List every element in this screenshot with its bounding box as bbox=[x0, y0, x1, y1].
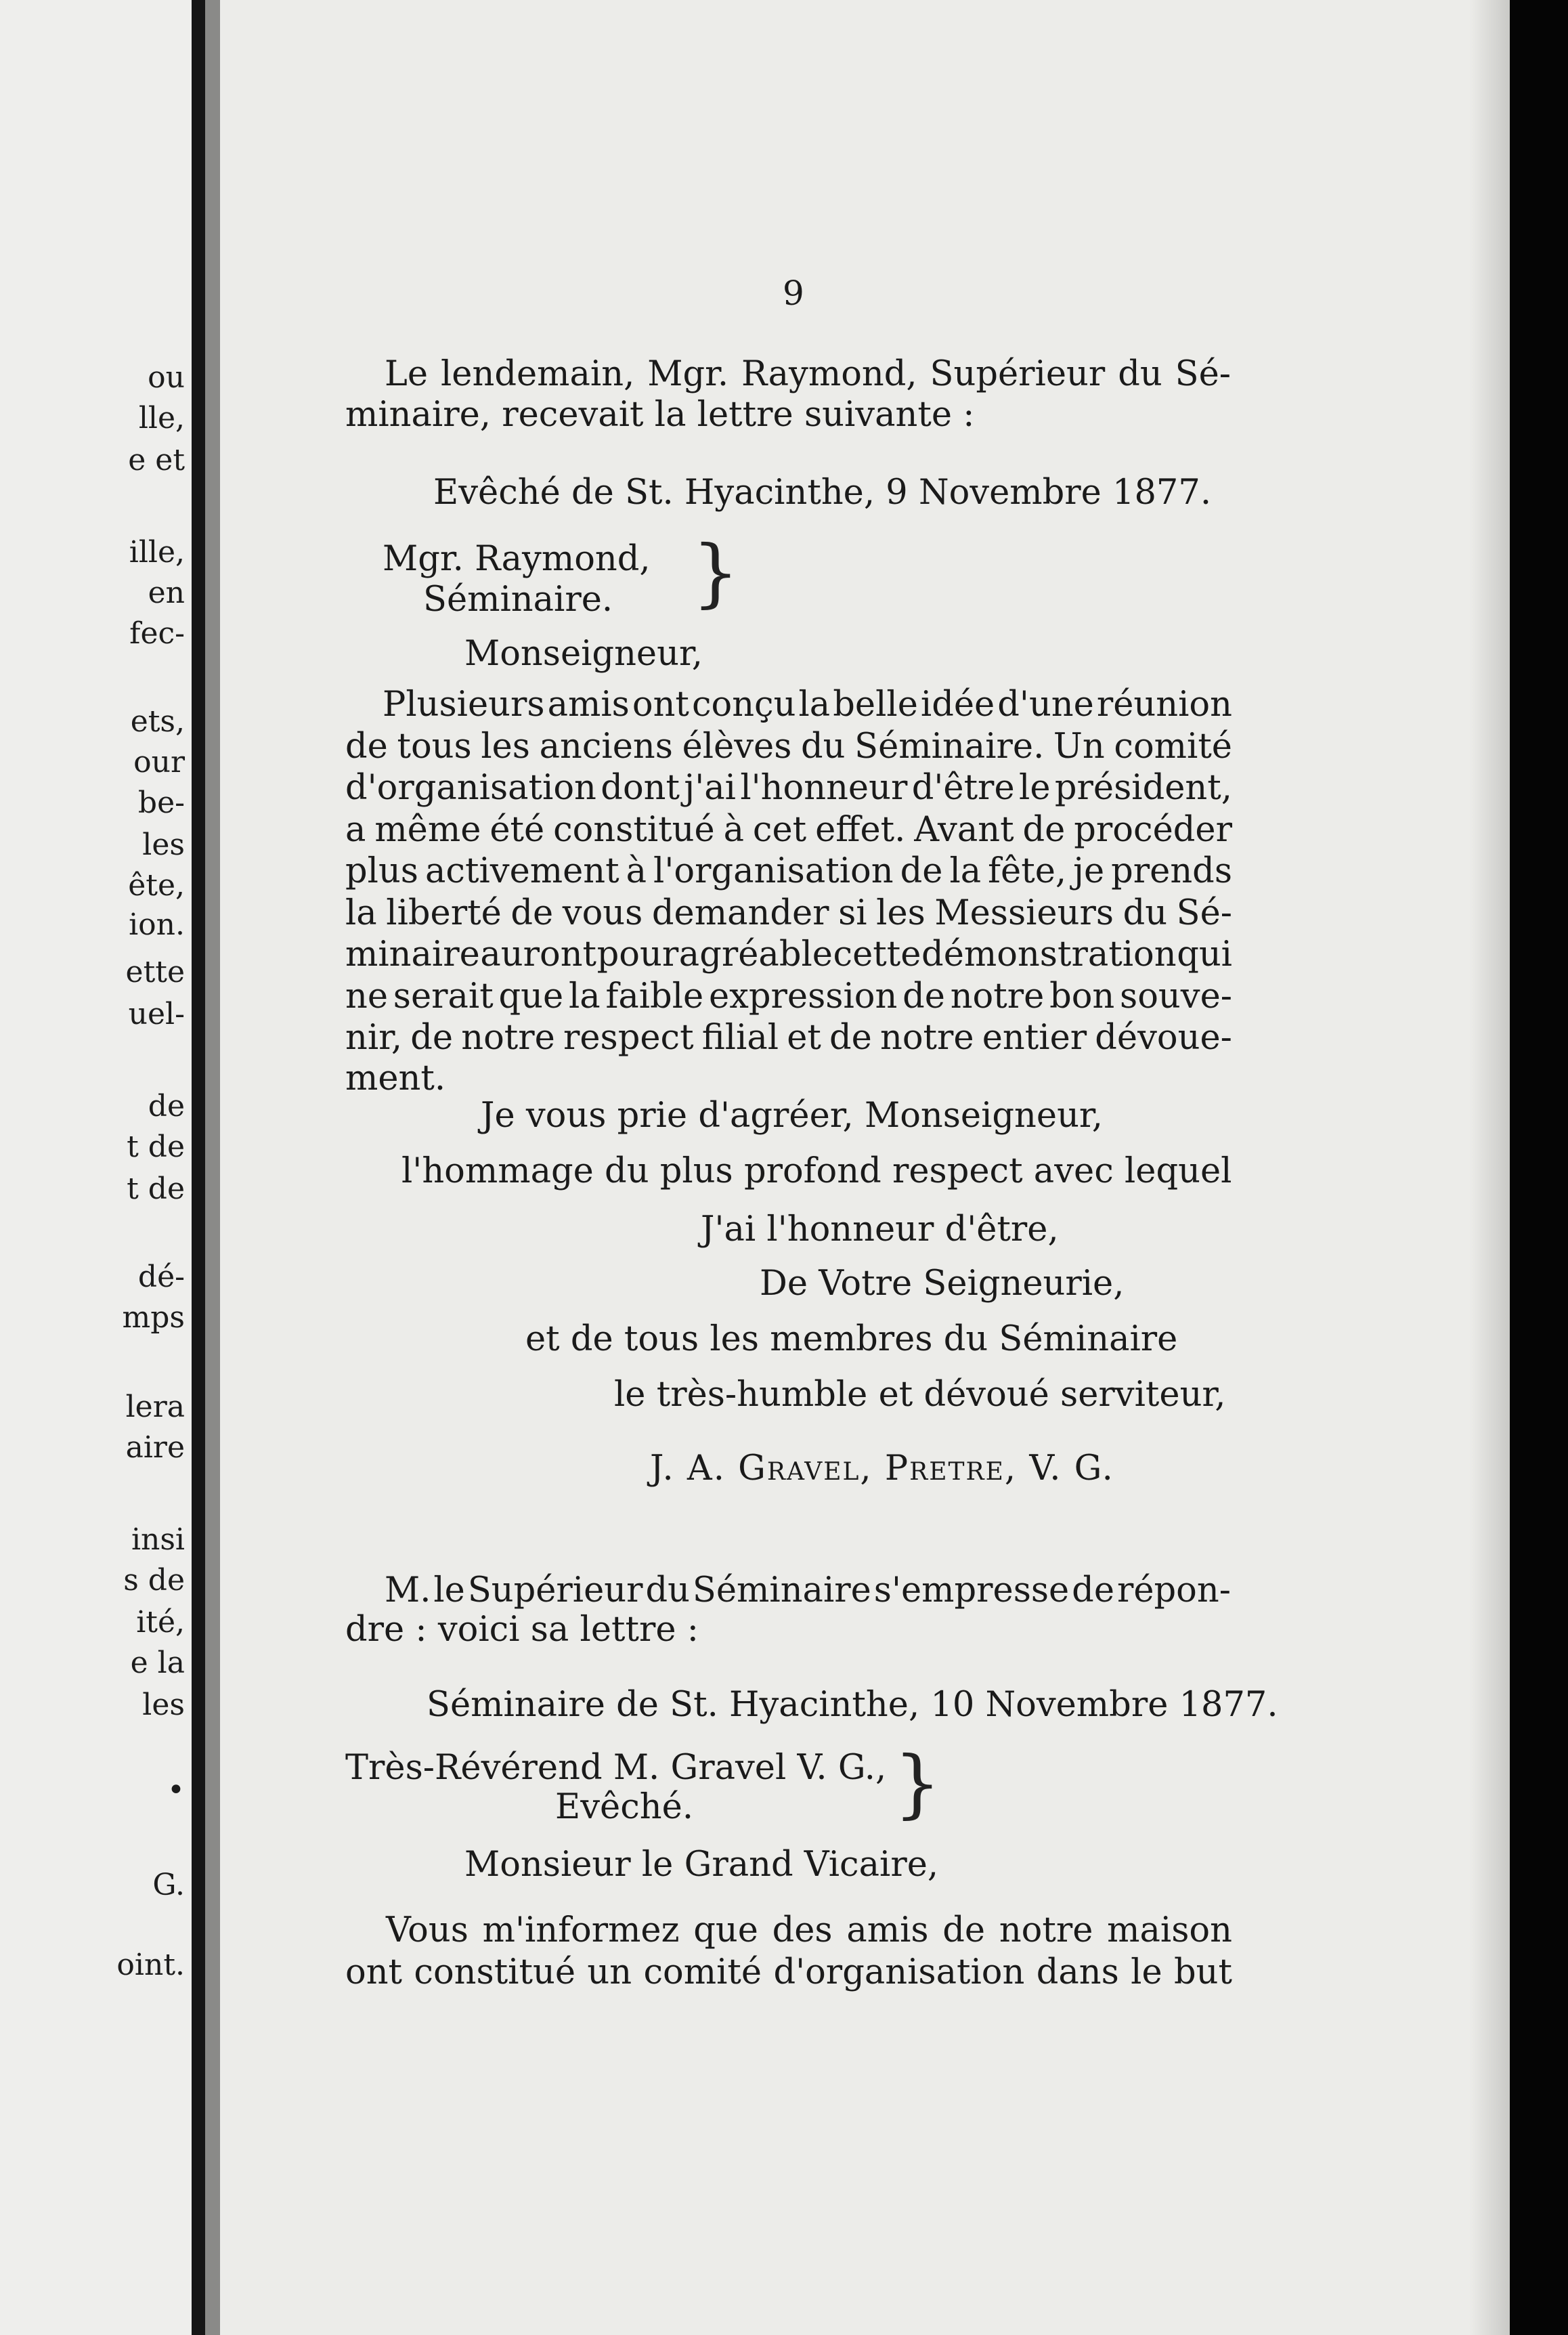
letter1-body-word: conçu bbox=[691, 685, 796, 725]
letter1-closing-1: Je vous prie d'agréer, Monseigneur, bbox=[481, 1096, 1103, 1136]
letter2-body-word: Vous bbox=[386, 1910, 469, 1950]
letter2-body-word: amis bbox=[846, 1910, 929, 1950]
previous-page-text-fragment: e la bbox=[130, 1646, 185, 1680]
letter1-body-word: procéder bbox=[1074, 809, 1232, 850]
letter2-body-word: constitué bbox=[414, 1952, 576, 1992]
letter1-body-word: que bbox=[498, 976, 564, 1016]
book-gutter-shadow bbox=[192, 0, 205, 2335]
reply-word: M. bbox=[385, 1570, 431, 1610]
letter1-body-line bbox=[345, 893, 1232, 935]
letter2-address-brace: } bbox=[894, 1740, 941, 1826]
letter1-address-line-1: Mgr. Raymond, bbox=[383, 539, 651, 579]
previous-page-text-fragment: ille, bbox=[129, 535, 185, 570]
letter1-body-word: filial bbox=[701, 1018, 779, 1058]
intro-word: Sé- bbox=[1175, 354, 1231, 394]
letter1-body-line bbox=[345, 767, 1232, 809]
letter1-body-word: faible bbox=[605, 976, 704, 1016]
letter1-body-word: de bbox=[345, 726, 388, 767]
letter1-body-word: notre bbox=[880, 1018, 974, 1058]
reply-word: du bbox=[645, 1570, 690, 1610]
letter1-body-word: a bbox=[345, 809, 366, 850]
letter1-body-word: vous bbox=[562, 893, 643, 933]
letter2-body-word: ont bbox=[345, 1952, 403, 1992]
page-right-edge bbox=[1510, 0, 1568, 2335]
letter1-body-word: les bbox=[876, 893, 925, 933]
letter1-body-word: qui bbox=[1177, 935, 1232, 974]
letter1-body-word: d'organisation bbox=[345, 768, 596, 808]
previous-page-text-fragment: t de bbox=[127, 1130, 185, 1164]
letter1-body-word: du bbox=[1123, 893, 1168, 933]
letter1-body-word: élèves bbox=[682, 726, 792, 767]
letter2-body-word: notre bbox=[999, 1910, 1093, 1950]
letter1-body-word: réunion bbox=[1096, 685, 1232, 725]
letter1-body-word: dévoue- bbox=[1095, 1018, 1232, 1058]
letter1-body-word: démonstration bbox=[921, 935, 1177, 974]
letter1-body-word: l'honneur bbox=[740, 768, 908, 808]
letter1-body-word: si bbox=[838, 893, 867, 933]
letter1-body-word: serait bbox=[393, 976, 494, 1016]
letter2-body-word: un bbox=[587, 1952, 632, 1992]
letter2-body-word: des bbox=[772, 1910, 833, 1950]
letter1-body-word: effet. bbox=[815, 809, 906, 850]
intro-word: Le bbox=[385, 354, 429, 394]
letter1-body-word: idée bbox=[920, 685, 995, 725]
letter1-body-word: respect bbox=[563, 1018, 694, 1058]
letter1-body-word: les bbox=[481, 726, 530, 767]
intro-word: Mgr. bbox=[647, 354, 729, 394]
previous-page-text-fragment: ets, bbox=[130, 704, 185, 739]
letter1-body-word: prends bbox=[1111, 851, 1232, 891]
letter1-body-word: liberté bbox=[386, 893, 502, 933]
letter1-signature: J. A. Gravel, Pretre, V. G. bbox=[650, 1449, 1114, 1488]
letter1-body-word: entier bbox=[982, 1018, 1087, 1058]
letter1-closing-6: le très-humble et dévoué serviteur, bbox=[614, 1375, 1226, 1415]
previous-page-text-fragment: our bbox=[133, 745, 185, 779]
letter1-dateline: Evêché de St. Hyacinthe, 9 Novembre 1877. bbox=[433, 473, 1212, 513]
letter2-address-line-2: Evêché. bbox=[555, 1787, 694, 1827]
letter1-body-word: à bbox=[626, 851, 647, 891]
previous-page-text-fragment: en bbox=[148, 576, 185, 610]
letter2-body-word: dans bbox=[1036, 1952, 1119, 1992]
letter1-body-word: plus bbox=[345, 851, 418, 891]
letter1-body-word: président, bbox=[1054, 768, 1232, 808]
letter1-body-word: la bbox=[798, 685, 831, 725]
reply-word: de bbox=[1072, 1570, 1115, 1610]
letter1-body-word: de bbox=[829, 1018, 872, 1058]
previous-page-text-fragment: ête, bbox=[128, 868, 185, 903]
letter1-body-word: été bbox=[489, 809, 545, 850]
letter1-body-word: la bbox=[568, 976, 601, 1016]
letter1-closing-3: J'ai l'honneur d'être, bbox=[701, 1209, 1059, 1249]
intro-word: Raymond, bbox=[741, 354, 917, 394]
intro-word: Supérieur bbox=[930, 354, 1106, 394]
letter1-body-word: l'organisation bbox=[653, 851, 894, 891]
letter1-body-word: Messieurs bbox=[934, 893, 1114, 933]
letter1-body-line bbox=[345, 976, 1232, 1018]
letter2-body-line bbox=[386, 1910, 1232, 1952]
letter1-address-line-2: Séminaire. bbox=[423, 580, 613, 620]
letter1-body-word: minaire bbox=[345, 935, 480, 974]
letter1-body-word: la bbox=[345, 893, 377, 933]
letter1-body-word: ne bbox=[345, 976, 389, 1016]
letter1-body-word: de bbox=[410, 1018, 454, 1058]
previous-page-text-fragment: les bbox=[142, 1688, 185, 1722]
letter1-body-last-line: ment. bbox=[345, 1058, 446, 1098]
letter1-body-word: ont bbox=[632, 685, 689, 725]
letter1-closing-2: l'hommage du plus profond respect avec lequel bbox=[401, 1151, 1232, 1191]
previous-page-text-fragment: les bbox=[142, 828, 185, 862]
letter1-body-word: comité bbox=[1114, 726, 1232, 767]
letter1-body-word: cet bbox=[752, 809, 807, 850]
previous-page-text-fragment: aire bbox=[125, 1430, 185, 1465]
letter2-body-word: but bbox=[1174, 1952, 1232, 1992]
letter1-body-word: bon bbox=[1049, 976, 1115, 1016]
reply-line-2: dre : voici sa lettre : bbox=[345, 1610, 699, 1650]
letter1-body-word: souve- bbox=[1120, 976, 1232, 1016]
previous-page-text-fragment: t de bbox=[127, 1172, 185, 1206]
intro-line-1 bbox=[385, 354, 1231, 395]
letter2-body-word: maison bbox=[1107, 1910, 1232, 1950]
letter1-body-word: activement bbox=[424, 851, 619, 891]
letter1-body-word: amis bbox=[547, 685, 630, 725]
letter1-body-word: pour bbox=[596, 935, 679, 974]
previous-page-text-fragment: ette bbox=[125, 955, 185, 989]
letter1-body-word: de bbox=[510, 893, 554, 933]
intro-word: du bbox=[1118, 354, 1162, 394]
letter1-body-word: tous bbox=[397, 726, 472, 767]
letter1-body-word: fête, bbox=[988, 851, 1067, 891]
letter1-body-word: d'une bbox=[997, 685, 1094, 725]
letter1-body-word: dont bbox=[601, 768, 680, 808]
letter1-body-word: agréable bbox=[678, 935, 833, 974]
letter1-body-word: de bbox=[1022, 809, 1066, 850]
previous-page-text-fragment: • bbox=[167, 1773, 185, 1807]
letter2-body-word: de bbox=[942, 1910, 986, 1950]
letter1-body-word: Séminaire. bbox=[854, 726, 1045, 767]
previous-page-text-fragment: s de bbox=[123, 1563, 185, 1598]
previous-page-text-fragment: be- bbox=[137, 786, 185, 820]
reply-word: le bbox=[433, 1570, 465, 1610]
previous-page-text-fragment: e et bbox=[128, 443, 185, 477]
letter1-body-line bbox=[345, 1017, 1232, 1059]
intro-word: lendemain, bbox=[441, 354, 635, 394]
letter2-dateline: Séminaire de St. Hyacinthe, 10 Novembre 1877. bbox=[427, 1685, 1278, 1725]
letter1-body-word: d'être bbox=[911, 768, 1015, 808]
letter1-body-line bbox=[345, 726, 1232, 768]
letter1-body-word: le bbox=[1019, 768, 1051, 808]
reply-word: s'empresse bbox=[873, 1570, 1070, 1610]
previous-page-text-fragment: de bbox=[148, 1089, 185, 1123]
previous-page-text-fragment: lera bbox=[125, 1390, 185, 1424]
reply-word: répon- bbox=[1116, 1570, 1231, 1610]
letter1-body-word: je bbox=[1073, 851, 1105, 891]
letter1-body-line bbox=[345, 809, 1232, 851]
letter2-body-word: le bbox=[1131, 1952, 1162, 1992]
letter1-closing-4: De Votre Seigneurie, bbox=[760, 1264, 1125, 1304]
letter2-address-line-1: Très-Révérend M. Gravel V. G., bbox=[345, 1748, 887, 1788]
letter1-body-word: anciens bbox=[539, 726, 673, 767]
previous-page-text-fragment: mps bbox=[122, 1300, 185, 1335]
letter1-body-word: même bbox=[374, 809, 481, 850]
letter1-body-line bbox=[345, 851, 1232, 893]
page-number: 9 bbox=[783, 274, 804, 313]
letter1-body-line bbox=[383, 684, 1232, 726]
letter1-body-word: belle bbox=[833, 685, 918, 725]
reply-word: Supérieur bbox=[467, 1570, 643, 1610]
letter1-body-word: la bbox=[949, 851, 982, 891]
letter2-body-word: que bbox=[693, 1910, 758, 1950]
letter2-body-word: m'informez bbox=[482, 1910, 680, 1950]
previous-page-text-fragment: fec- bbox=[129, 616, 185, 651]
letter1-closing-5: et de tous les membres du Séminaire bbox=[525, 1319, 1178, 1359]
letter1-body-word: cette bbox=[833, 935, 921, 974]
previous-page-text-fragment: uel- bbox=[128, 997, 185, 1031]
letter1-body-word: demander bbox=[651, 893, 829, 933]
previous-page-text-fragment: oint. bbox=[116, 1948, 185, 1982]
letter1-body-line bbox=[345, 934, 1232, 976]
letter2-body-line bbox=[345, 1952, 1232, 1994]
letter2-body-word: d'organisation bbox=[773, 1952, 1025, 1992]
letter1-body-word: à bbox=[723, 809, 745, 850]
letter1-address-brace: } bbox=[692, 529, 739, 616]
previous-page-text-fragment: insi bbox=[131, 1522, 185, 1557]
page-edge-shadow bbox=[1469, 0, 1510, 2335]
previous-page-text-fragment: dé- bbox=[137, 1260, 185, 1294]
letter1-body-word: de bbox=[900, 851, 943, 891]
letter1-body-word: Un bbox=[1053, 726, 1105, 767]
book-gutter bbox=[205, 0, 220, 2335]
previous-page-edge bbox=[0, 0, 192, 2335]
reply-word: Séminaire bbox=[692, 1570, 871, 1610]
reply-line-1 bbox=[385, 1570, 1231, 1612]
letter1-salutation: Monseigneur, bbox=[464, 634, 703, 674]
letter1-body-word: nir, bbox=[345, 1018, 403, 1058]
letter1-body-word: auront bbox=[480, 935, 597, 974]
previous-page-text-fragment: ité, bbox=[136, 1605, 185, 1640]
intro-line-2: minaire, recevait la lettre suivante : bbox=[345, 395, 975, 435]
letter1-body-word: Sé- bbox=[1176, 893, 1232, 933]
letter1-body-word: constitué bbox=[553, 809, 715, 850]
previous-page-text-fragment: ou bbox=[148, 360, 185, 395]
letter1-body-word: expression bbox=[708, 976, 898, 1016]
letter2-body-word: comité bbox=[643, 1952, 762, 1992]
letter1-body-word: Avant bbox=[914, 809, 1014, 850]
letter1-body-word: de bbox=[902, 976, 945, 1016]
letter2-salutation: Monsieur le Grand Vicaire, bbox=[464, 1845, 939, 1885]
letter1-body-word: notre bbox=[461, 1018, 555, 1058]
letter1-body-word: notre bbox=[950, 976, 1045, 1016]
letter1-body-word: j'ai bbox=[684, 768, 736, 808]
previous-page-text-fragment: lle, bbox=[138, 401, 185, 435]
previous-page-text-fragment: G. bbox=[152, 1868, 185, 1902]
letter1-body-word: du bbox=[801, 726, 846, 767]
letter1-body-word: Plusieurs bbox=[383, 685, 545, 725]
letter1-body-word: et bbox=[787, 1018, 821, 1058]
previous-page-text-fragment: ion. bbox=[129, 907, 185, 942]
